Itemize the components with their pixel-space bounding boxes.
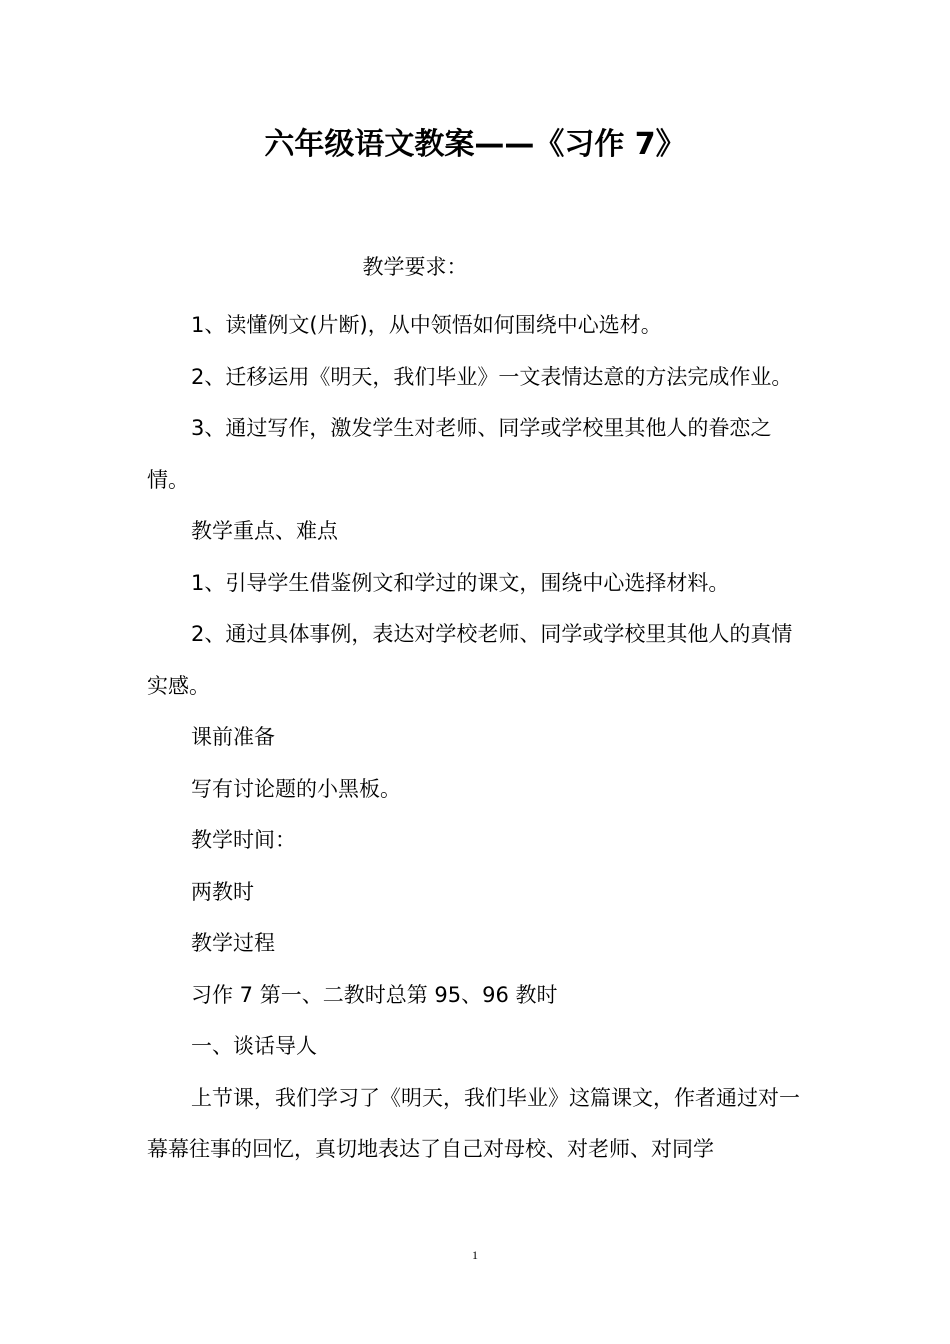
paragraph: 1、引导学生借鉴例文和学过的课文，围绕中心选择材料。 bbox=[191, 570, 730, 595]
paragraph: 教学过程 bbox=[191, 931, 275, 955]
paragraph: 1、读懂例文(片断)，从中领悟如何围绕中心选材。 bbox=[191, 313, 662, 337]
document-body bbox=[147, 300, 807, 1176]
paragraph: 上节课，我们学习了《明天，我们毕业》这篇课文，作者通过对一幕幕往事的回忆，真切地表达了自己对母校、对老师、对同学 bbox=[147, 1085, 800, 1161]
paragraph: 一、谈话导人 bbox=[191, 1034, 317, 1058]
paragraph: 教学时间： bbox=[191, 828, 296, 852]
page-number: 1 bbox=[472, 1248, 478, 1262]
paragraph: 两教时 bbox=[191, 879, 254, 904]
teaching-requirements-heading: 教学要求： bbox=[362, 255, 468, 279]
paragraph: 写有讨论题的小黑板。 bbox=[191, 776, 401, 801]
paragraph: 课前准备 bbox=[191, 725, 275, 749]
paragraph: 3、通过写作，激发学生对老师、同学或学校里其他人的眷恋之情。 bbox=[147, 416, 772, 492]
paragraph: 教学重点、难点 bbox=[191, 519, 338, 543]
paragraph: 习作 7 第一、二教时总第 95、96 教时 bbox=[191, 982, 558, 1007]
document-title: 六年级语文教案——《习作 7》 bbox=[264, 127, 686, 162]
paragraph: 2、通过具体事例，表达对学校老师、同学或学校里其他人的真情实感。 bbox=[147, 622, 793, 698]
paragraph: 2、迁移运用《明天，我们毕业》一文表情达意的方法完成作业。 bbox=[191, 364, 793, 389]
